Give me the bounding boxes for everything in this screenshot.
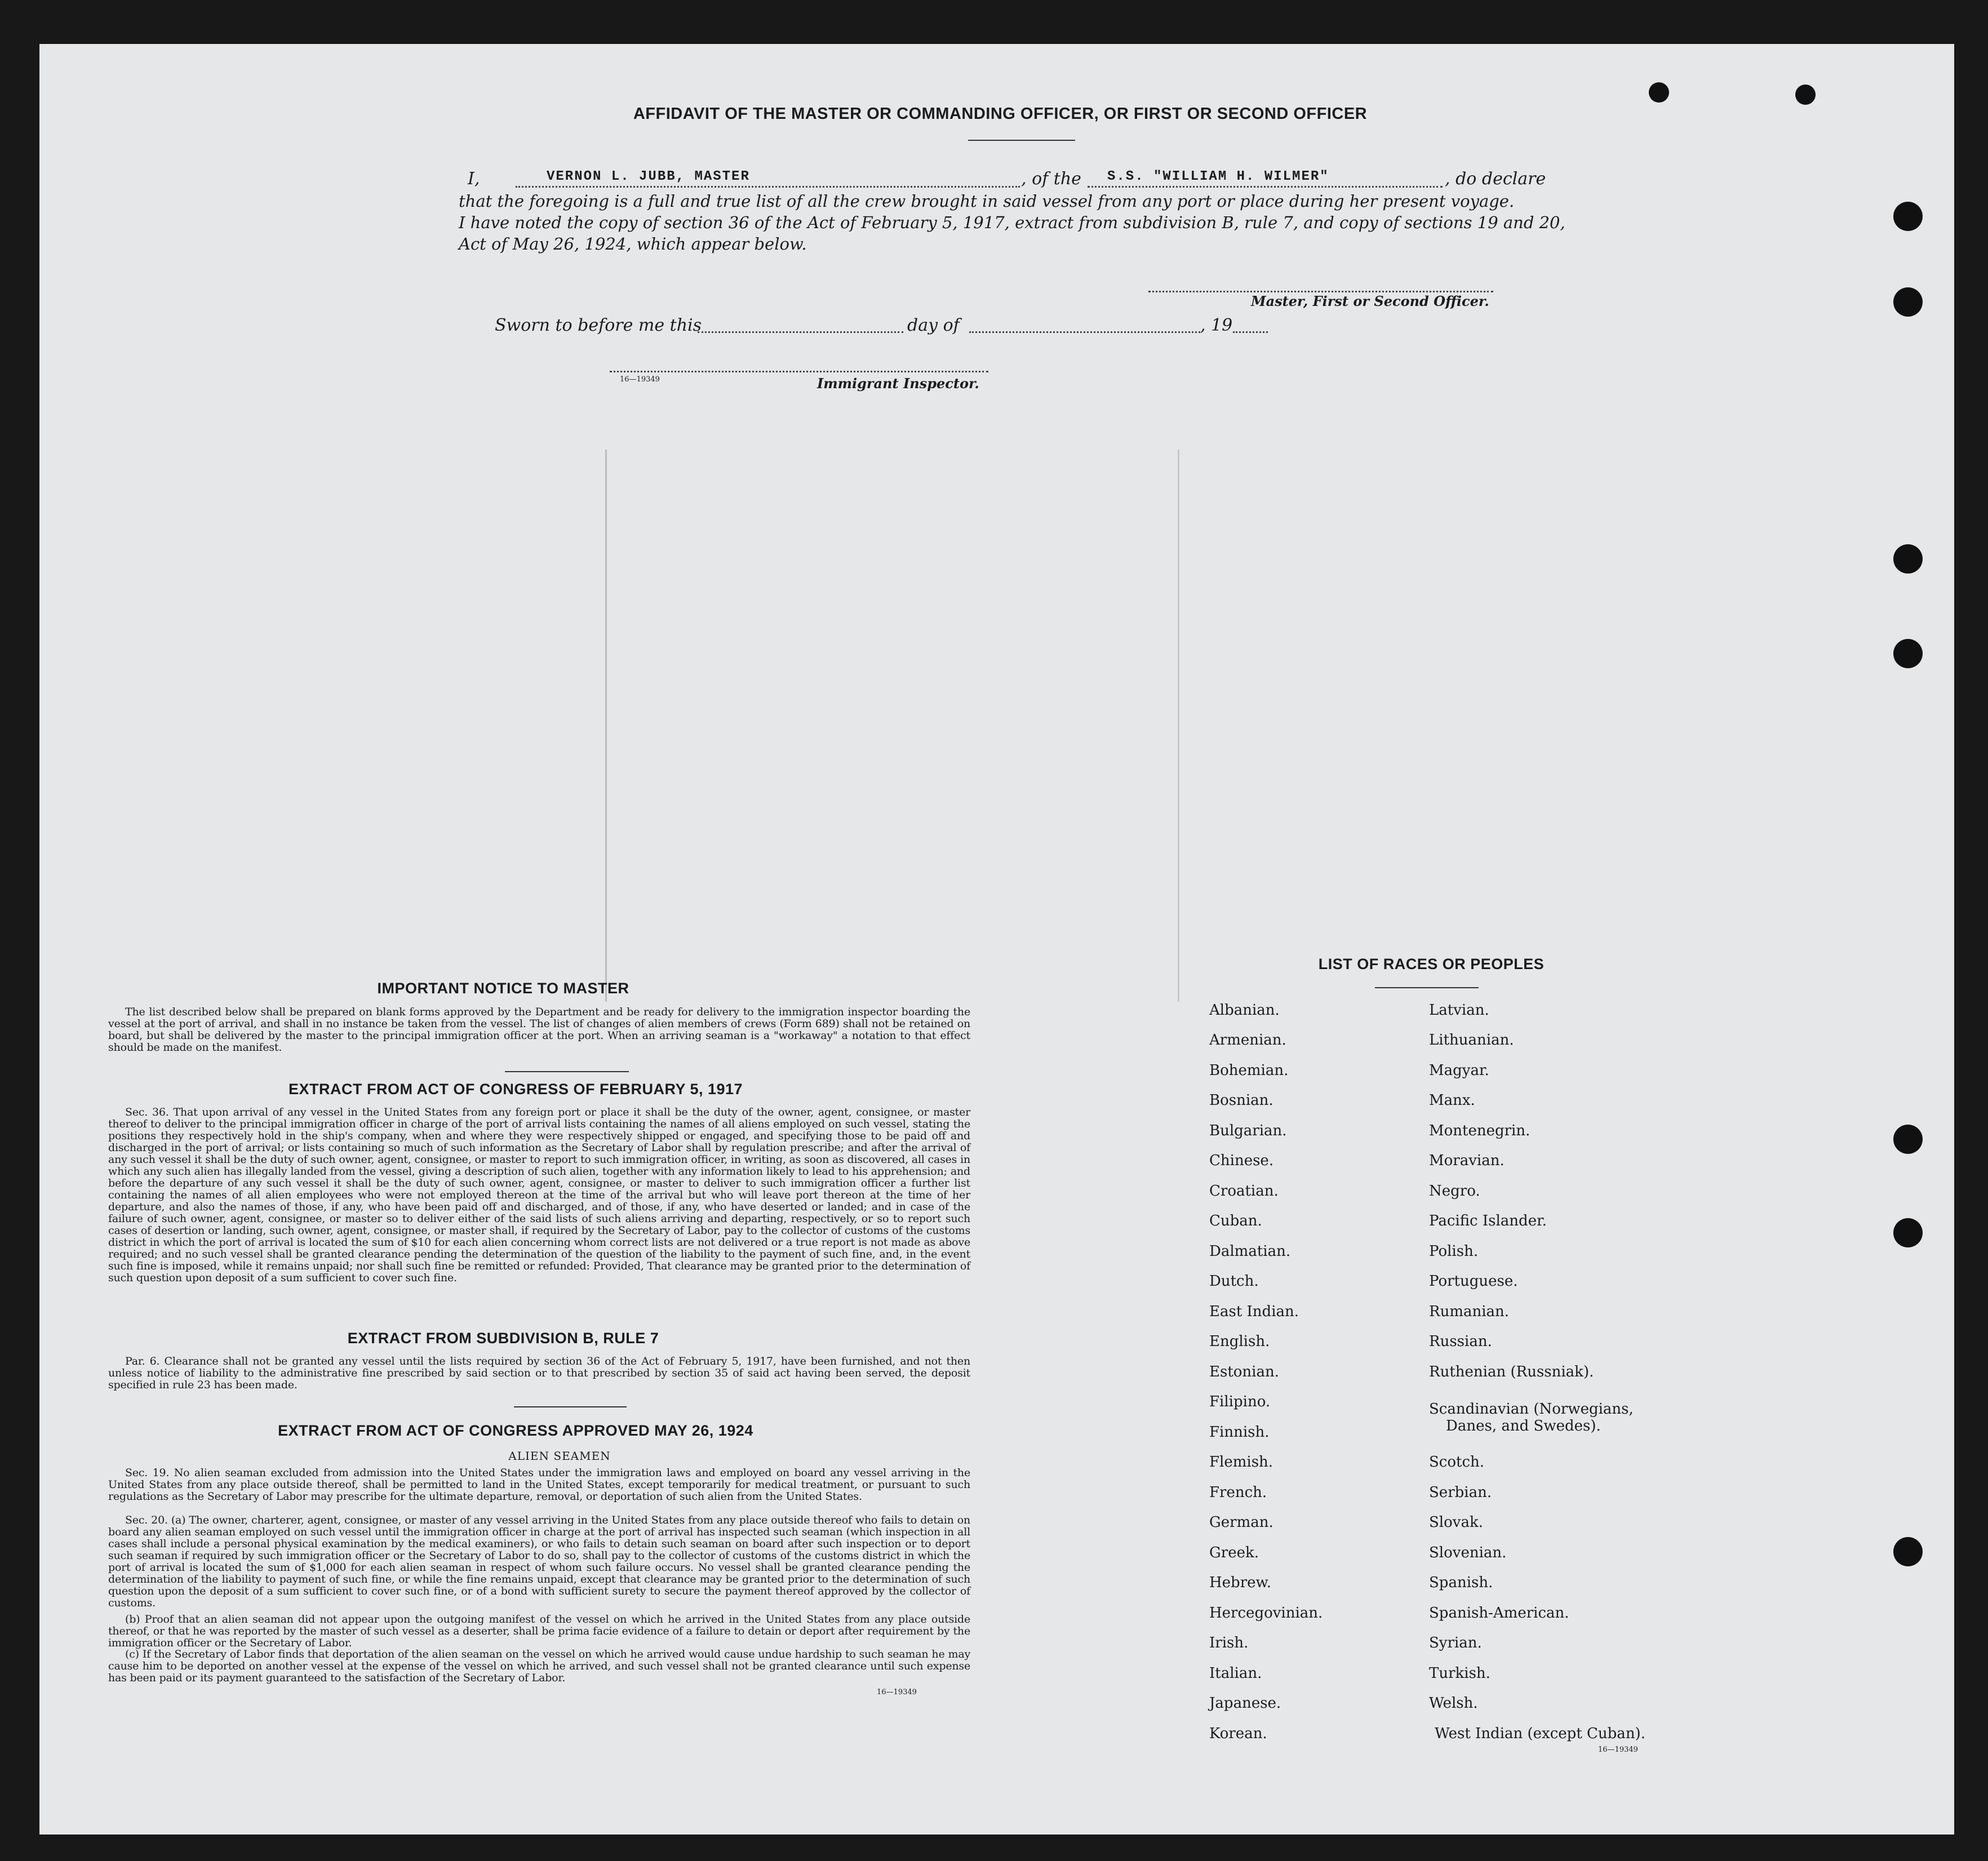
form-number: 16—19349 <box>1598 1745 1638 1754</box>
race-item: Ruthenian (Russniak). <box>1429 1363 1594 1380</box>
sworn-month-line <box>969 331 1200 333</box>
race-item: Italian. <box>1209 1665 1262 1682</box>
affidavit-line-3: I have noted the copy of section 36 of the Act of February 5, 1917, extract from subdivision B, rule 7, and copy of sections 19 and 20, <box>459 213 1565 232</box>
punch-hole <box>1649 82 1669 103</box>
punch-hole <box>1893 639 1923 668</box>
race-item: Turkish. <box>1429 1665 1490 1682</box>
affidavit-title: AFFIDAVIT OF THE MASTER OR COMMANDING OFFICER, OR FIRST OR SECOND OFFICER <box>633 105 1368 123</box>
race-item: Spanish. <box>1429 1574 1493 1591</box>
signature-label: Master, First or Second Officer. <box>1251 293 1489 309</box>
race-item: Spanish-American. <box>1429 1605 1569 1622</box>
race-item: English. <box>1209 1333 1270 1350</box>
alien-seamen-subtitle: ALIEN SEAMEN <box>508 1449 611 1463</box>
master-name-value: VERNON L. JUBB, MASTER <box>547 169 750 184</box>
race-item: Chinese. <box>1209 1152 1274 1169</box>
race-item: Albanian. <box>1209 1002 1280 1019</box>
rule-7-title: EXTRACT FROM SUBDIVISION B, RULE 7 <box>347 1330 659 1347</box>
race-item: Scotch. <box>1429 1454 1485 1471</box>
race-item: German. <box>1209 1514 1273 1531</box>
affidavit-line-2: that the foregoing is a full and true list of all the crew brought in said vessel from any port or place during her present voyage. <box>459 192 1515 211</box>
form-number: 16—19349 <box>877 1688 917 1696</box>
race-item: Magyar. <box>1429 1062 1489 1079</box>
section-19-text: Sec. 19. No alien seaman excluded from admission into the United States under the immigration laws and employed on board any vessel arriving in the United States from any place outside thereof, shall be permitted to land in the United States, except temporarily for medical treatment, or pursuant to such regulations as the Secretary of Labor may prescribe for the ultimate departure, removal, or deportation of such alien from the United States. <box>108 1467 970 1503</box>
divider <box>968 140 1075 141</box>
race-item: Armenian. <box>1209 1032 1286 1049</box>
race-item: Bohemian. <box>1209 1062 1289 1079</box>
sworn-year-line <box>1233 331 1268 333</box>
inspector-label: Immigrant Inspector. <box>817 375 979 392</box>
race-item: West Indian (except Cuban). <box>1435 1725 1645 1742</box>
vessel-name-line <box>1088 186 1443 188</box>
sworn-text: Sworn to before me this <box>495 316 702 335</box>
fold-mark <box>1178 450 1179 1002</box>
signature-line <box>1148 291 1493 292</box>
race-item: Rumanian. <box>1429 1303 1510 1320</box>
form-number: 16—19349 <box>620 375 660 384</box>
punch-hole <box>1893 1537 1923 1566</box>
divider <box>1375 987 1479 988</box>
race-item: Portuguese. <box>1429 1273 1518 1290</box>
punch-hole <box>1893 202 1923 231</box>
document-sheet <box>39 44 1954 1835</box>
race-item: Greek. <box>1209 1544 1259 1561</box>
of-the-text: , of the <box>1021 169 1081 189</box>
sworn-day-line <box>698 331 903 333</box>
section-20a-text: Sec. 20. (a) The owner, charterer, agent, consignee, or master of any vessel arriving in the United States from any place outside thereof who fails to detain on board any alien seaman employed on such vessel until the immigration officer in charge at the port of arrival has inspected such seaman (which inspection in all cases shall include a personal physical examination by the medical examiners), or who fails to detain such seaman on board after such inspection or to deport such seaman if required by such immigration officer or the Secretary of Labor to do so, shall pay to the collector of customs of the customs district in which the port of arrival is located the sum of $1,000 for each alien seaman in respect of whom such failure occurs. No vessel shall be granted clearance pending the determination of the liability to payment of such fine, or while the fine remains unpaid, except that clearance may be granted prior to the determination of such question upon the deposit of a sum sufficient to cover such fine, or of a bond with sufficient surety to secure the payment thereof approved by the collector of customs. <box>108 1514 970 1609</box>
race-item: Croatian. <box>1209 1183 1279 1200</box>
do-declare-text: , do declare <box>1445 169 1546 189</box>
race-item: Welsh. <box>1429 1695 1478 1712</box>
section-20b-text: (b) Proof that an alien seaman did not appear upon the outgoing manifest of the vessel on which he arrived in the United States from any place outside thereof, or that he was reported by the master of such vessel as a deserter, shall be prima facie evidence of a failure to detain or deport after requirement by the immigration officer or the Secretary of Labor. <box>108 1613 970 1649</box>
races-title: LIST OF RACES OR PEOPLES <box>1318 956 1545 972</box>
extract-1917-title: EXTRACT FROM ACT OF CONGRESS OF FEBRUARY 5, 1917 <box>288 1081 743 1098</box>
race-item: Slovenian. <box>1429 1544 1507 1561</box>
race-item: East Indian. <box>1209 1303 1299 1320</box>
race-item: Filipino. <box>1209 1393 1271 1410</box>
race-item: Hebrew. <box>1209 1574 1271 1591</box>
punch-hole <box>1893 1125 1923 1154</box>
race-item: Japanese. <box>1209 1695 1281 1712</box>
race-item: Scandinavian (Norwegians, <box>1429 1401 1634 1418</box>
punch-hole <box>1893 1218 1923 1247</box>
race-item: Danes, and Swedes). <box>1446 1418 1601 1434</box>
race-item: Negro. <box>1429 1183 1480 1200</box>
race-item: French. <box>1209 1484 1267 1501</box>
extract-1924-title: EXTRACT FROM ACT OF CONGRESS APPROVED MAY 26, 1924 <box>278 1422 753 1439</box>
affidavit-line-4: Act of May 26, 1924, which appear below. <box>459 234 807 254</box>
day-of-text: day of <box>907 316 960 335</box>
inspector-line <box>610 371 988 372</box>
rule-7-text: Par. 6. Clearance shall not be granted any vessel until the lists required by section 36 of the Act of February 5, 1917, have been furnished, and not then unless notice of liability to the administrative fine prescribed by said section or to that prescribed by section 35 of said act having been served, the deposit specified in rule 23 has been made. <box>108 1355 970 1391</box>
race-item: Irish. <box>1209 1635 1249 1651</box>
race-item: Moravian. <box>1429 1152 1505 1169</box>
race-item: Finnish. <box>1209 1424 1270 1441</box>
race-item: Lithuanian. <box>1429 1032 1514 1049</box>
punch-hole <box>1893 544 1923 574</box>
race-item: Manx. <box>1429 1092 1475 1109</box>
race-item: Hercegovinian. <box>1209 1605 1323 1622</box>
race-item: Montenegrin. <box>1429 1122 1530 1139</box>
race-item: Latvian. <box>1429 1002 1489 1019</box>
race-item: Dutch. <box>1209 1273 1259 1290</box>
divider <box>505 1071 629 1072</box>
section-20c-text: (c) If the Secretary of Labor finds that deportation of the alien seaman on the vessel on which he arrived would cause undue hardship to such seaman he may cause him to be deported on another vessel at the expense of the vessel on which he arrived, and such vessel shall not be granted clearance until such expense has been paid or its payment guaranteed to the satisfaction of the Secretary of Labor. <box>108 1648 970 1684</box>
fold-mark <box>605 450 607 1002</box>
race-item: Polish. <box>1429 1243 1479 1260</box>
race-item: Dalmatian. <box>1209 1243 1291 1260</box>
race-item: Syrian. <box>1429 1635 1482 1651</box>
race-item: Pacific Islander. <box>1429 1212 1547 1229</box>
vessel-name-value: S.S. "WILLIAM H. WILMER" <box>1107 169 1329 184</box>
year-text: , 19 <box>1200 316 1233 335</box>
punch-hole <box>1795 85 1816 105</box>
race-item: Serbian. <box>1429 1484 1492 1501</box>
race-item: Korean. <box>1209 1725 1267 1742</box>
race-item: Estonian. <box>1209 1363 1279 1380</box>
affidavit-i: I, <box>468 169 480 189</box>
divider <box>514 1406 627 1407</box>
notice-text: The list described below shall be prepared on blank forms approved by the Department and be ready for delivery to the immigration inspector boarding the vessel at the port of arrival, and shall in no instance be taken from the vessel. The list of changes of alien members of crews (Form 689) shall not be retained on board, but shall be delivered by the master to the principal immigration officer at the port. When an arriving seaman is a "workaway" a notation to that effect should be made on the manifest. <box>108 1006 970 1054</box>
race-item: Flemish. <box>1209 1454 1273 1471</box>
extract-1917-text: Sec. 36. That upon arrival of any vessel in the United States from any foreign port or place it shall be the duty of the owner, agent, consignee, or master thereof to deliver to the principal immigration officer in charge of the port of arrival lists containing the names of all aliens employed on such vessel, stating the positions they respectively hold in the ship's company, when and where they were respectively shipped or engaged, and specifying those to be paid off and discharged in the port of arrival; or lists containing so much of such information as the Secretary of Labor shall by regulation prescribe; and after the arrival of any such vessel it shall be the duty of such owner, agent, consignee, or master to report to such immigration officer, in writing, as soon as discovered, all cases in which any such alien has illegally landed from the vessel, giving a description of such alien, together with any information likely to lead to his apprehension; and before the departure of any such vessel it shall be the duty of such owner, agent, consignee, or master to deliver to such immigration officer a further list containing the names of all alien employees who were not employed thereon at the time of the arrival but who will leave port thereon at the time of her departure, and also the names of those, if any, who have been paid off and discharged, and of those, if any, who have deserted or landed; and in case of the failure of such owner, agent, consignee, or master so to deliver either of the said lists of such aliens arriving and departing, respectively, or so to report such cases of desertion or landing, such owner, agent, consignee, or master shall, if required by the Secretary of Labor, pay to the collector of customs of the customs district in which the port of arrival is located the sum of $10 for each alien concerning whom correct lists are not delivered or a true report is not made as above required; and no such vessel shall be granted clearance pending the determination of the question of the liability to the payment of such fine, and, in the event such fine is imposed, while it remains unpaid; nor shall such fine be remitted or refunded: Provided, That clearance may be granted prior to the determination of such question upon deposit of a sum sufficient to cover such fine. <box>108 1106 970 1284</box>
race-item: Slovak. <box>1429 1514 1483 1531</box>
punch-hole <box>1893 287 1923 317</box>
race-item: Cuban. <box>1209 1212 1262 1229</box>
race-item: Bosnian. <box>1209 1092 1273 1109</box>
master-name-line <box>516 186 1020 188</box>
notice-title: IMPORTANT NOTICE TO MASTER <box>377 980 629 997</box>
race-item: Russian. <box>1429 1333 1492 1350</box>
race-item: Bulgarian. <box>1209 1122 1287 1139</box>
